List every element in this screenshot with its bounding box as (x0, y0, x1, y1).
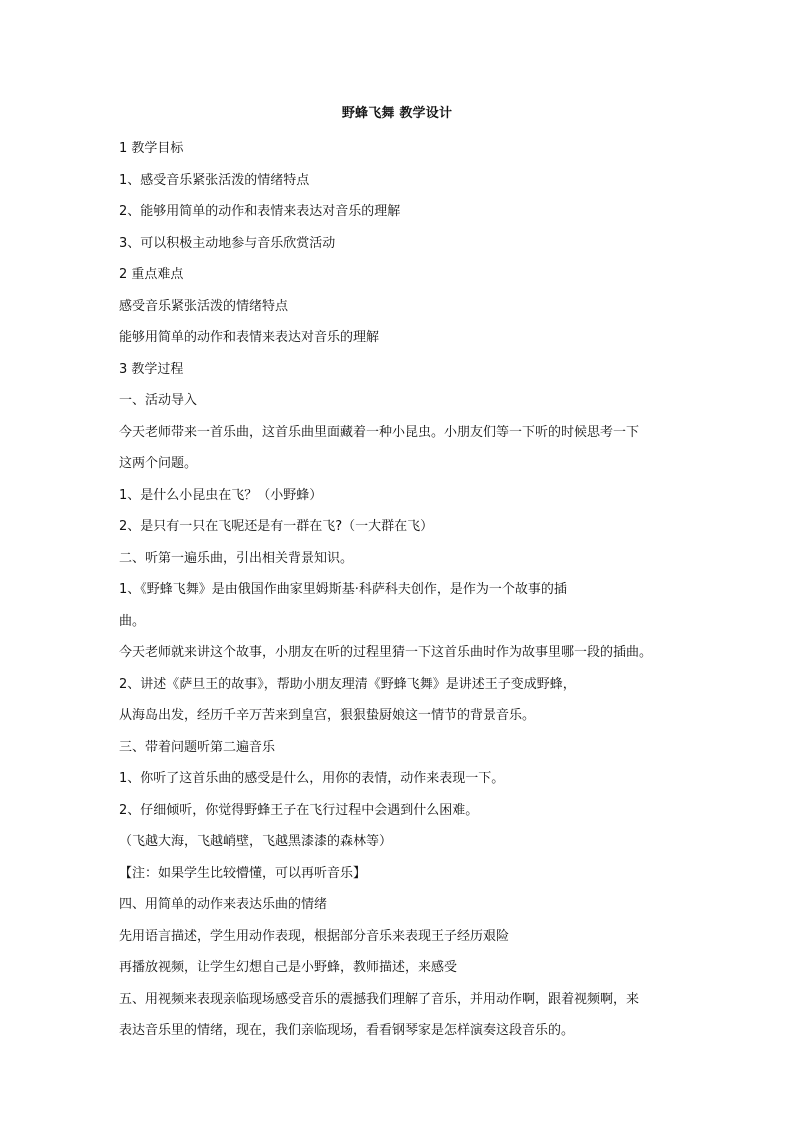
paragraph-line: 感受音乐紧张活泼的情绪特点 (119, 298, 289, 314)
paragraph-line: 2、仔细倾听，你觉得野蜂王子在飞行过程中会遇到什么困难。 (119, 802, 479, 818)
section-heading: 二、听第一遍乐曲，引出相关背景知识。 (119, 550, 354, 566)
heading-teaching-goals: 1 教学目标 (119, 141, 184, 156)
paragraph-line: 今天老师带来一首乐曲，这首乐曲里面藏着一种小昆虫。小朋友们等一下听的时候思考一下 (119, 424, 640, 440)
paragraph-line: 五、用视频来表现亲临现场感受音乐的震撼我们理解了音乐，并用动作啊，跟着视频啊，来 (119, 991, 640, 1007)
paragraph-line: 今天老师就来讲这个故事，小朋友在听的过程里猜一下这首乐曲时作为故事里哪一段的插曲。 (119, 645, 653, 660)
note-line: 【注：如果学生比较懵懂，可以再听音乐】 (119, 865, 367, 881)
paragraph-line: 曲。 (119, 613, 146, 629)
paragraph-line: 这两个问题。 (119, 456, 198, 471)
paragraph-line: 能够用简单的动作和表情来表达对音乐的理解 (119, 330, 380, 345)
heading-key-points: 2 重点难点 (119, 267, 184, 282)
paragraph-line: 2、讲述《萨旦王的故事》，帮助小朋友理清《野蜂飞舞》是讲述王子变成野蜂， (119, 676, 576, 692)
paragraph-line: 2、能够用简单的动作和表情来表达对音乐的理解 (119, 204, 401, 219)
section-heading: 四、用简单的动作来表达乐曲的情绪 (119, 897, 328, 912)
paragraph-line: 1、感受音乐紧张活泼的情绪特点 (119, 172, 310, 188)
paragraph-line: 表达音乐里的情绪，现在，我们亲临现场，看看钢琴家是怎样演奏这段音乐的。 (119, 1023, 575, 1038)
heading-teaching-process: 3 教学过程 (119, 361, 184, 377)
paragraph-line: 从海岛出发，经历千辛万苦来到皇宫，狠狠蛰厨娘这一情节的背景音乐。 (119, 708, 536, 723)
paragraph-line: 1、是什么小昆虫在飞？（小野蜂） (119, 487, 323, 503)
section-heading: 三、带着问题听第二遍音乐 (119, 739, 276, 755)
paragraph-line: （飞越大海，飞越峭壁，飞越黑漆漆的森林等） (119, 834, 393, 849)
document-body (119, 133, 684, 1047)
paragraph-line: 3、可以积极主动地参与音乐欣赏活动 (119, 235, 336, 251)
paragraph-line: 再播放视频，让学生幻想自己是小野蜂，教师描述，来感受 (119, 960, 458, 975)
paragraph-line: 1、你听了这首乐曲的感受是什么，用你的表情，动作来表现一下。 (119, 771, 505, 786)
document-title: 野蜂飞舞 教学设计 (341, 106, 453, 121)
paragraph-line: 1、《野蜂飞舞》是由俄国作曲家里姆斯基·科萨科夫创作，是作为一个故事的插 (119, 582, 567, 597)
paragraph-line: 2、是只有一只在飞呢还是有一群在飞?（一大群在飞） (119, 519, 434, 534)
section-heading: 一、活动导入 (119, 393, 198, 408)
paragraph-line: 先用语言描述，学生用动作表现，根据部分音乐来表现王子经历艰险 (119, 928, 510, 944)
